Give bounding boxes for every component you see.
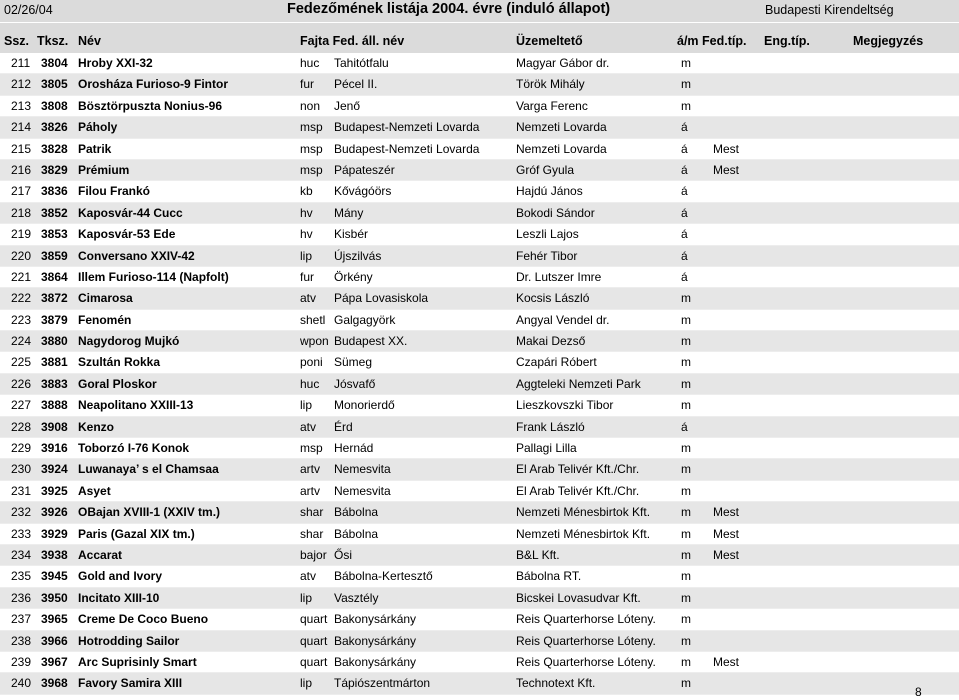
- cell-tksz: 3908: [41, 419, 68, 434]
- table-row: [0, 160, 959, 181]
- cell-nev: Illem Furioso-114 (Napfolt): [78, 269, 229, 284]
- cell-tksz: 3924: [41, 462, 68, 477]
- cell-fed-tip: Mest: [713, 141, 740, 156]
- cell-uzemelteto: Frank László: [516, 419, 585, 434]
- cell-tksz: 3888: [41, 398, 68, 413]
- cell-fed-all: Bakonysárkány: [334, 633, 417, 648]
- cell-fed-all: Bábolna: [334, 526, 379, 541]
- cell-fajta: atv: [300, 419, 317, 434]
- cell-fajta: msp: [300, 141, 323, 156]
- cell-nev: Accarat: [78, 547, 123, 562]
- cell-tksz: 3926: [41, 505, 68, 520]
- cell-fed-tip: Mest: [713, 547, 740, 562]
- cell-ssz: 231: [11, 483, 32, 498]
- cell-am: m: [681, 56, 691, 70]
- cell-am: m: [681, 355, 691, 370]
- cell-fajta: lip: [300, 398, 313, 413]
- cell-nev: Kenzo: [78, 419, 114, 434]
- cell-am: m: [681, 77, 691, 92]
- cell-fajta: kb: [300, 184, 313, 199]
- cell-tksz: 3828: [41, 141, 68, 156]
- col-engtip: Eng.típ.: [764, 34, 810, 48]
- cell-fed-all: Jósvafő: [334, 376, 376, 391]
- cell-fed-all: Bakonysárkány: [334, 654, 417, 669]
- cell-am: m: [681, 462, 691, 477]
- cell-uzemelteto: Nemzeti Ménesbirtok Kft.: [516, 505, 651, 520]
- table-row: [0, 203, 959, 224]
- cell-tksz: 3880: [41, 334, 68, 349]
- cell-fed-all: Bábolna-Kertesztő: [334, 569, 433, 584]
- cell-tksz: 3945: [41, 569, 68, 584]
- cell-am: m: [681, 612, 691, 627]
- cell-fed-all: Budapest XX.: [334, 334, 408, 349]
- col-fajta-fed: Fajta Fed. áll. név: [300, 34, 405, 48]
- cell-nev: Filou Frankó: [78, 184, 150, 199]
- cell-ssz: 222: [11, 291, 32, 306]
- cell-nev: Páholy: [78, 120, 118, 135]
- table-row: [0, 288, 959, 309]
- report-title: Fedezőmének listája 2004. évre (induló állapot): [287, 1, 611, 17]
- cell-am: á: [681, 248, 688, 263]
- table-row: [0, 588, 959, 609]
- cell-nev: Favory Samira XIII: [78, 676, 183, 691]
- cell-fed-all: Kisbér: [334, 227, 369, 242]
- cell-fajta: artv: [300, 462, 321, 477]
- cell-ssz: 219: [11, 227, 32, 242]
- cell-tksz: 3929: [41, 526, 68, 541]
- cell-fajta: msp: [300, 441, 323, 456]
- cell-uzemelteto: El Arab Telivér Kft./Chr.: [516, 462, 640, 477]
- cell-uzemelteto: Török Mihály: [516, 77, 585, 92]
- cell-fed-all: Budapest-Nemzeti Lovarda: [334, 120, 480, 135]
- cell-ssz: 228: [11, 419, 32, 434]
- cell-tksz: 3966: [41, 633, 68, 648]
- table-row: [0, 246, 959, 267]
- table-row: [0, 53, 959, 74]
- cell-fajta: quart: [300, 654, 328, 669]
- cell-ssz: 230: [11, 462, 32, 477]
- cell-nev: Conversano XXIV-42: [78, 248, 195, 263]
- cell-am: m: [681, 376, 691, 391]
- cell-am: m: [681, 526, 691, 541]
- cell-fajta: poni: [300, 355, 323, 370]
- cell-fajta: quart: [300, 612, 328, 627]
- table-row: [0, 181, 959, 202]
- cell-tksz: 3965: [41, 612, 68, 627]
- table-row: [0, 566, 959, 587]
- cell-uzemelteto: Bokodi Sándor: [516, 205, 595, 220]
- cell-fajta: msp: [300, 120, 323, 135]
- cell-am: m: [681, 505, 691, 520]
- cell-fajta: atv: [300, 291, 317, 306]
- cell-fajta: non: [300, 98, 321, 113]
- table-row: [0, 481, 959, 502]
- cell-uzemelteto: Reis Quarterhorse Lóteny.: [516, 612, 656, 627]
- cell-uzemelteto: Czapári Róbert: [516, 355, 597, 370]
- cell-uzemelteto: B&L Kft.: [516, 547, 560, 562]
- cell-uzemelteto: Reis Quarterhorse Lóteny.: [516, 633, 656, 648]
- cell-nev: Luwanaya’ s el Chamsaa: [78, 462, 219, 477]
- cell-ssz: 221: [11, 269, 32, 284]
- cell-nev: Goral Ploskor: [78, 376, 157, 391]
- cell-fajta: fur: [300, 269, 315, 284]
- cell-fajta: wpon: [300, 334, 329, 349]
- cell-nev: Cimarosa: [78, 291, 133, 306]
- cell-nev: Szultán Rokka: [78, 355, 161, 370]
- cell-fed-all: Érd: [334, 419, 353, 434]
- cell-nev: Kaposvár-53 Ede: [78, 227, 176, 242]
- cell-ssz: 232: [11, 505, 32, 520]
- cell-nev: Arc Suprisinly Smart: [78, 654, 197, 669]
- cell-am: m: [681, 441, 691, 456]
- table-row: [0, 438, 959, 459]
- cell-am: á: [681, 269, 688, 284]
- table-row: [0, 139, 959, 160]
- cell-nev: Bösztörpuszta Nonius-96: [78, 98, 223, 113]
- table-row: [0, 74, 959, 95]
- cell-tksz: 3852: [41, 205, 68, 220]
- cell-nev: Fenomén: [78, 312, 132, 327]
- cell-tksz: 3836: [41, 184, 68, 199]
- cell-fed-all: Pápateszér: [334, 162, 395, 177]
- report-date: 02/26/04: [4, 3, 53, 17]
- cell-fajta: artv: [300, 483, 321, 498]
- cell-nev: Nagydorog Mujkó: [78, 334, 180, 349]
- cell-am: m: [681, 291, 691, 306]
- table-row: [0, 224, 959, 245]
- cell-fed-tip: Mest: [713, 505, 740, 520]
- table-row: [0, 117, 959, 138]
- table-row: [0, 352, 959, 373]
- report-organization: Budapesti Kirendeltség: [765, 3, 894, 17]
- table-row: [0, 395, 959, 416]
- cell-fajta: hv: [300, 205, 313, 220]
- column-header-row: [0, 23, 959, 53]
- cell-fajta: lip: [300, 248, 313, 263]
- table-row: [0, 609, 959, 630]
- cell-ssz: 224: [11, 334, 32, 349]
- cell-ssz: 220: [11, 248, 32, 263]
- cell-fajta: bajor: [300, 547, 327, 562]
- col-am-fedtip: á/m Fed.típ.: [677, 34, 747, 48]
- table-row: [0, 545, 959, 566]
- cell-fed-all: Tahitótfalu: [334, 56, 389, 70]
- table-row: [0, 502, 959, 523]
- cell-nev: Patrik: [78, 141, 112, 156]
- cell-am: á: [681, 120, 688, 135]
- cell-nev: Prémium: [78, 162, 130, 177]
- cell-fed-all: Pápa Lovasiskola: [334, 291, 429, 306]
- table-row: [0, 267, 959, 288]
- cell-nev: Asyet: [78, 483, 111, 498]
- stallion-table: [0, 53, 959, 695]
- cell-uzemelteto: Makai Dezső: [516, 334, 586, 349]
- cell-uzemelteto: Bábolna RT.: [516, 569, 582, 584]
- cell-fed-all: Sümeg: [334, 355, 373, 370]
- cell-am: m: [681, 312, 691, 327]
- cell-am: á: [681, 162, 688, 177]
- cell-nev: Hroby XXI-32: [78, 56, 153, 70]
- cell-fed-all: Pécel II.: [334, 77, 378, 92]
- table-row: [0, 417, 959, 438]
- cell-nev: Orosháza Furioso-9 Fintor: [78, 77, 229, 92]
- cell-fajta: huc: [300, 376, 320, 391]
- cell-fed-tip: Mest: [713, 162, 740, 177]
- col-nev: Név: [78, 34, 101, 48]
- cell-ssz: 227: [11, 398, 32, 413]
- col-tksz: Tksz.: [37, 34, 69, 48]
- table-row: [0, 96, 959, 117]
- cell-fed-all: Kővágóörs: [334, 184, 392, 199]
- report-header: [0, 0, 959, 22]
- cell-ssz: 212: [11, 77, 32, 92]
- cell-am: m: [681, 98, 691, 113]
- cell-ssz: 237: [11, 612, 32, 627]
- cell-am: m: [681, 654, 691, 669]
- cell-ssz: 214: [11, 120, 32, 135]
- cell-am: m: [681, 633, 691, 648]
- cell-fed-all: Tápiószentmárton: [334, 676, 431, 691]
- table-row: [0, 459, 959, 480]
- cell-nev: Paris (Gazal XIX tm.): [78, 526, 195, 541]
- cell-nev: Hotrodding Sailor: [78, 633, 180, 648]
- cell-fajta: shar: [300, 505, 324, 520]
- cell-ssz: 218: [11, 205, 32, 220]
- cell-ssz: 223: [11, 312, 32, 327]
- cell-fajta: hv: [300, 227, 313, 242]
- cell-fajta: msp: [300, 162, 323, 177]
- cell-tksz: 3883: [41, 376, 68, 391]
- cell-uzemelteto: Varga Ferenc: [516, 98, 588, 113]
- cell-tksz: 3864: [41, 269, 68, 284]
- cell-fajta: quart: [300, 633, 328, 648]
- cell-am: á: [681, 141, 688, 156]
- cell-uzemelteto: El Arab Telivér Kft./Chr.: [516, 483, 640, 498]
- cell-tksz: 3925: [41, 483, 68, 498]
- cell-am: m: [681, 483, 691, 498]
- cell-tksz: 3881: [41, 355, 68, 370]
- cell-fajta: huc: [300, 56, 320, 70]
- cell-uzemelteto: Bicskei Lovasudvar Kft.: [516, 590, 641, 605]
- page-number: 8: [915, 685, 922, 699]
- cell-am: m: [681, 398, 691, 413]
- cell-am: á: [681, 227, 688, 242]
- table-row: [0, 631, 959, 652]
- cell-uzemelteto: Angyal Vendel dr.: [516, 312, 610, 327]
- cell-tksz: 3916: [41, 441, 68, 456]
- cell-ssz: 211: [11, 56, 31, 70]
- table-row: [0, 673, 959, 694]
- cell-fajta: shetl: [300, 312, 326, 327]
- cell-ssz: 234: [11, 547, 32, 562]
- cell-nev: Creme De Coco Bueno: [78, 612, 209, 627]
- cell-ssz: 216: [11, 162, 32, 177]
- cell-fed-all: Budapest-Nemzeti Lovarda: [334, 141, 480, 156]
- cell-am: m: [681, 676, 691, 691]
- cell-uzemelteto: Nemzeti Lovarda: [516, 120, 607, 135]
- cell-ssz: 215: [11, 141, 32, 156]
- table-row: [0, 310, 959, 331]
- cell-nev: Toborzó I-76 Konok: [78, 441, 190, 456]
- cell-uzemelteto: Nemzeti Lovarda: [516, 141, 607, 156]
- cell-fed-all: Monorierdő: [334, 398, 395, 413]
- cell-ssz: 235: [11, 569, 32, 584]
- cell-nev: Gold and Ivory: [78, 569, 163, 584]
- cell-fajta: atv: [300, 569, 317, 584]
- cell-fajta: lip: [300, 676, 313, 691]
- cell-uzemelteto: Nemzeti Ménesbirtok Kft.: [516, 526, 651, 541]
- cell-uzemelteto: Reis Quarterhorse Lóteny.: [516, 654, 656, 669]
- cell-tksz: 3853: [41, 227, 68, 242]
- cell-fajta: lip: [300, 590, 313, 605]
- cell-fed-all: Bakonysárkány: [334, 612, 417, 627]
- cell-uzemelteto: Kocsis László: [516, 291, 590, 306]
- cell-fed-tip: Mest: [713, 526, 740, 541]
- cell-uzemelteto: Leszli Lajos: [516, 227, 579, 242]
- col-uzemelteto: Üzemeltető: [516, 34, 583, 48]
- table-row: [0, 331, 959, 352]
- cell-fed-all: Galgagyörk: [334, 312, 396, 327]
- cell-ssz: 236: [11, 590, 32, 605]
- table-row: [0, 524, 959, 545]
- cell-am: m: [681, 334, 691, 349]
- cell-tksz: 3829: [41, 162, 68, 177]
- table-row: [0, 652, 959, 673]
- cell-tksz: 3967: [41, 654, 68, 669]
- cell-am: á: [681, 419, 688, 434]
- cell-uzemelteto: Hajdú János: [516, 184, 583, 199]
- cell-fed-all: Nemesvita: [334, 483, 391, 498]
- cell-ssz: 217: [11, 184, 32, 199]
- cell-fed-all: Jenő: [334, 98, 361, 113]
- cell-fed-all: Bábolna: [334, 505, 379, 520]
- cell-am: m: [681, 569, 691, 584]
- cell-uzemelteto: Aggteleki Nemzeti Park: [516, 376, 641, 391]
- cell-am: m: [681, 547, 691, 562]
- cell-tksz: 3872: [41, 291, 68, 306]
- cell-uzemelteto: Lieszkovszki Tibor: [516, 398, 614, 413]
- cell-fed-all: Hernád: [334, 441, 374, 456]
- cell-fed-all: Nemesvita: [334, 462, 391, 477]
- cell-uzemelteto: Gróf Gyula: [516, 162, 575, 177]
- cell-fed-all: Örkény: [334, 269, 373, 284]
- cell-ssz: 238: [11, 633, 32, 648]
- cell-tksz: 3879: [41, 312, 68, 327]
- cell-fed-tip: Mest: [713, 654, 740, 669]
- cell-am: á: [681, 205, 688, 220]
- cell-fajta: fur: [300, 77, 315, 92]
- col-ssz: Ssz.: [4, 34, 30, 48]
- cell-fed-all: Újszilvás: [334, 248, 382, 263]
- cell-nev: Neapolitano XXIII-13: [78, 398, 194, 413]
- cell-am: m: [681, 590, 691, 605]
- cell-ssz: 225: [11, 355, 32, 370]
- cell-uzemelteto: Technotext Kft.: [516, 676, 596, 691]
- cell-tksz: 3859: [41, 248, 68, 263]
- cell-ssz: 239: [11, 654, 32, 669]
- cell-ssz: 233: [11, 526, 32, 541]
- cell-ssz: 226: [11, 376, 32, 391]
- cell-fed-all: Mány: [334, 205, 364, 220]
- cell-fajta: shar: [300, 526, 324, 541]
- cell-tksz: 3938: [41, 547, 68, 562]
- cell-ssz: 213: [11, 98, 32, 113]
- cell-tksz: 3804: [41, 56, 68, 70]
- cell-uzemelteto: Pallagi Lilla: [516, 441, 577, 456]
- cell-tksz: 3808: [41, 98, 68, 113]
- cell-fed-all: Ősi: [334, 547, 352, 562]
- cell-fed-all: Vasztély: [334, 590, 379, 605]
- cell-ssz: 240: [11, 676, 32, 691]
- cell-tksz: 3968: [41, 676, 68, 691]
- cell-tksz: 3805: [41, 77, 68, 92]
- cell-ssz: 229: [11, 441, 32, 456]
- table-row: [0, 374, 959, 395]
- cell-uzemelteto: Magyar Gábor dr.: [516, 56, 610, 70]
- cell-am: á: [681, 184, 688, 199]
- cell-nev: Kaposvár-44 Cucc: [78, 205, 183, 220]
- cell-nev: Incitato XIII-10: [78, 590, 160, 605]
- cell-tksz: 3950: [41, 590, 68, 605]
- cell-uzemelteto: Dr. Lutszer Imre: [516, 269, 602, 284]
- col-megjegyzes: Megjegyzés: [853, 34, 924, 48]
- cell-tksz: 3826: [41, 120, 68, 135]
- cell-nev: OBajan XVIII-1 (XXIV tm.): [78, 505, 221, 520]
- cell-uzemelteto: Fehér Tibor: [516, 248, 578, 263]
